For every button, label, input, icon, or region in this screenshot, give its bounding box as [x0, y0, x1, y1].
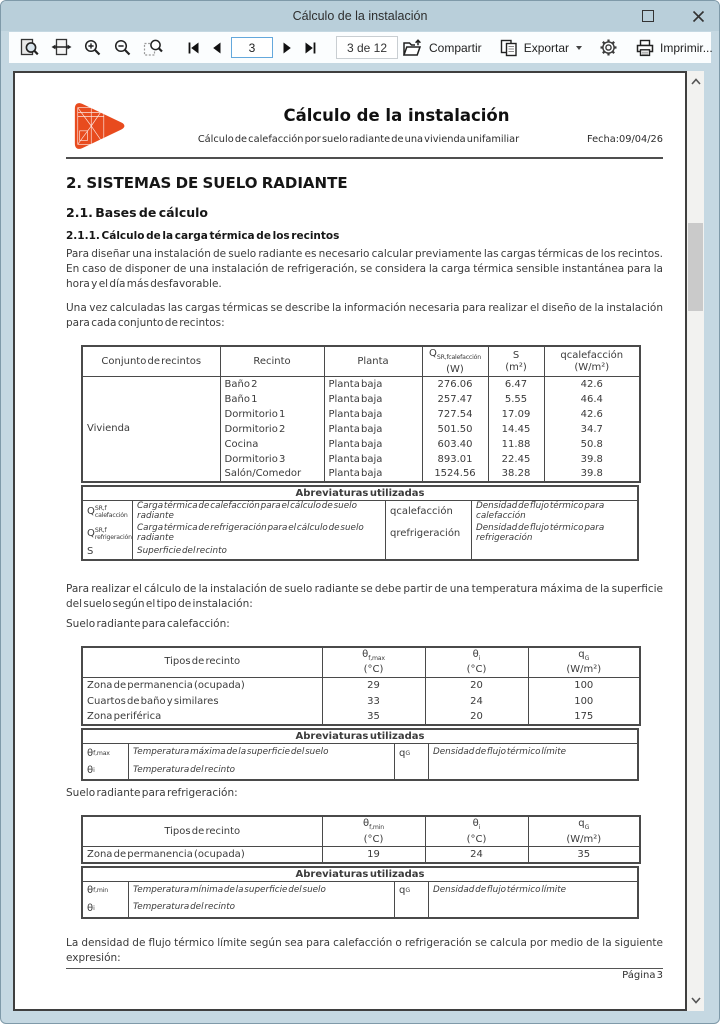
paragraph-1: Para diseñar una instalación de suelo radiante es necesario calcular previamente las cargas térmicas de los recintos. En caso de disponer de una instalación de refrigeración, se considera la carga térmica sensible instantánea para la hora y el día más desfavorable. — [66, 248, 663, 290]
export-dropdown-caret — [576, 46, 582, 50]
table-row: Zona de permanencia (ocupada) 29 20 100 — [82, 677, 640, 693]
page-number-input[interactable] — [231, 37, 273, 58]
next-page-icon — [282, 41, 294, 55]
zoom-region-icon — [143, 38, 164, 57]
fit-page-icon — [19, 38, 40, 57]
report-date — [587, 134, 663, 145]
zoom-out-icon — [113, 39, 132, 57]
abbrev-symbol: qrefrigeración — [386, 523, 472, 545]
abbrev-description: Temperatura mínima de la superficie del suelo — [129, 882, 395, 900]
cooling-limits-table — [81, 815, 641, 864]
report-title: Cálculo de la instalación — [283, 106, 510, 125]
first-page-icon — [186, 41, 200, 55]
abbreviations-title: Abreviaturas utilizadas — [83, 487, 637, 501]
abbreviations-title: Abreviaturas utilizadas — [83, 730, 637, 744]
paragraph-2: Una vez calculadas las cargas térmicas se describe la información necesaria para realizar el diseño de la instalación para cada conjunto de recintos: — [66, 302, 663, 329]
col-header: $q_G$ (W/m²) — [528, 647, 640, 678]
table-row: Salón/Comedor Planta baja 1524.56 38.28 39.8 — [82, 467, 640, 482]
section-heading: 2. SISTEMAS DE SUELO RADIANTE — [66, 174, 348, 192]
col-header: Tipos de recinto — [82, 816, 322, 847]
abbrev-description: Carga térmica de refrigeración para el cálculo de suelo radiante — [133, 523, 386, 545]
date-label: Fecha: — [586, 134, 619, 145]
paragraph-3: Para realizar el cálculo de la instalación de suelo radiante se debe partir de una temperatura máxima de la superficie del suelo según el tipo de instalación: — [66, 582, 663, 610]
abbrev-description: Densidad de flujo térmico para calefacción — [476, 501, 605, 521]
settings-button[interactable] — [595, 36, 622, 59]
window-title: Cálculo de la instalación — [292, 9, 428, 23]
abbreviations-title: Abreviaturas utilizadas — [83, 868, 637, 882]
col-header: $\theta_{f,min}$ (°C) — [322, 816, 425, 847]
toolbar — [9, 32, 711, 63]
last-page-icon — [304, 41, 318, 55]
paragraph-4: La densidad de flujo térmico límite según sea para calefacción o refrigeración se calcula por medio de la siguiente expresión: — [66, 936, 663, 964]
col-header: $\theta_i$ (°C) — [425, 647, 528, 678]
fit-page-button[interactable] — [15, 36, 44, 59]
report-header-center — [130, 99, 663, 153]
print-label: Imprimir... — [660, 40, 713, 55]
subsection-heading: 2.1. Bases de cálculo — [66, 205, 209, 220]
abbrev-description: Densidad de flujo térmico límite — [433, 747, 567, 758]
abbrev-symbol: θ f,max — [83, 744, 129, 762]
zoom-region-button[interactable] — [139, 36, 168, 59]
toolbar-right-group — [398, 36, 717, 59]
table-row: Vivienda Baño 2 Planta baja 276.06 6.47 42.6 — [82, 377, 640, 392]
col-header: S (m²) — [488, 346, 544, 377]
abbrev-symbol: θ f,min — [83, 882, 129, 900]
page-number-label: Página 3 — [622, 969, 663, 981]
abbreviations-table — [81, 728, 639, 781]
previous-page-button[interactable] — [206, 39, 226, 57]
abbrev-symbol: θ i — [83, 762, 129, 779]
abbreviations-grid — [83, 882, 637, 917]
zoom-out-button[interactable] — [109, 37, 136, 59]
col-header: $q_G$ (W/m²) — [528, 816, 640, 847]
col-header: qcalefacción (W/m²) — [544, 346, 640, 377]
table-row: Dormitorio 1 Planta baja 727.54 17.09 42.6 — [82, 407, 640, 422]
window-buttons — [642, 1, 705, 31]
report-subtitle-row — [130, 134, 663, 145]
document-viewport — [13, 71, 687, 1011]
abbrev-description — [472, 545, 637, 559]
export-icon — [499, 39, 519, 57]
col-header: $\theta_{f,max}$ (°C) — [322, 647, 425, 678]
abbreviations-table — [81, 866, 639, 919]
abbreviations-table — [81, 485, 639, 561]
maximize-icon[interactable] — [642, 10, 654, 22]
page-count-indicator: 3 de 12 — [336, 36, 398, 59]
company-logo-icon — [66, 99, 130, 153]
close-icon[interactable] — [692, 10, 705, 23]
col-header: $Q_{SR,f calefacción}$ (W) — [422, 346, 488, 377]
table-row: Zona de permanencia (ocupada) 19 24 35 — [82, 847, 640, 863]
abbrev-description: Superficie del recinto — [133, 545, 386, 559]
col-header: Recinto — [220, 346, 324, 377]
document-page — [15, 73, 685, 1009]
abbrev-symbol: Q SR,f calefacción — [83, 501, 133, 523]
zoom-group — [15, 36, 168, 59]
report-subtitle: Cálculo de calefacción por suelo radiante de una vivienda unifamiliar — [197, 134, 520, 145]
abbrev-symbol: q G — [395, 744, 429, 762]
abbrev-description: Temperatura máxima de la superficie del suelo — [129, 744, 395, 762]
report-header — [66, 99, 663, 159]
scroll-down-icon[interactable] — [687, 993, 704, 1008]
table-row: Dormitorio 3 Planta baja 893.01 22.45 39.8 — [82, 452, 640, 467]
previous-page-icon — [210, 41, 222, 55]
next-page-button[interactable] — [278, 39, 298, 57]
abbrev-description: Carga térmica de calefacción para el cálculo de suelo radiante — [133, 501, 386, 523]
table-row: Dormitorio 2 Planta baja 501.50 14.45 34.7 — [82, 422, 640, 437]
fit-width-icon — [51, 38, 72, 57]
table-row: Zona periférica 35 20 175 — [82, 709, 640, 725]
subsubsection-heading: 2.1.1. Cálculo de la carga térmica de los recintos — [66, 230, 340, 242]
abbrev-symbol: θ i — [83, 900, 129, 917]
first-page-button[interactable] — [182, 39, 204, 57]
last-page-button[interactable] — [300, 39, 322, 57]
scroll-up-icon[interactable] — [687, 74, 704, 89]
abbrev-description: Temperatura del recinto — [129, 762, 395, 779]
printer-icon — [635, 39, 655, 57]
cooling-label: Suelo radiante para refrigeración: — [66, 787, 238, 799]
abbreviations-grid — [83, 501, 637, 559]
table-header-row — [82, 816, 640, 847]
heating-label: Suelo radiante para calefacción: — [66, 617, 230, 630]
abbrev-symbol — [386, 545, 472, 559]
table-header-row — [82, 647, 640, 678]
abbrev-symbol — [395, 900, 429, 917]
abbrev-description: Densidad de flujo térmico límite — [433, 884, 567, 895]
share-button[interactable] — [398, 37, 486, 59]
table-header-row — [82, 346, 640, 377]
scrollbar-thumb[interactable] — [688, 223, 703, 311]
col-header: Planta — [324, 346, 422, 377]
col-header: Tipos de recinto — [82, 647, 322, 678]
export-label: Exportar — [523, 40, 570, 55]
print-button[interactable] — [631, 37, 717, 59]
titlebar — [1, 1, 719, 31]
abbrev-description — [429, 762, 637, 779]
date-value: 09/04/26 — [619, 134, 663, 145]
table-row: Cocina Planta baja 603.40 11.88 50.8 — [82, 437, 640, 452]
footer-divider — [66, 968, 663, 969]
table-row: Baño 1 Planta baja 257.47 5.55 46.4 — [82, 392, 640, 407]
abbrev-symbol: S — [83, 545, 133, 559]
fit-width-button[interactable] — [47, 36, 76, 59]
export-button[interactable] — [495, 37, 586, 59]
share-label: Compartir — [429, 40, 482, 55]
abbrev-symbol: Q SR,f refrigeración — [83, 523, 133, 545]
heating-limits-table — [81, 646, 641, 727]
abbrev-symbol: q G — [395, 882, 429, 900]
abbrev-symbol — [395, 762, 429, 779]
abbrev-symbol: qcalefacción — [386, 501, 472, 523]
share-icon — [402, 39, 424, 57]
abbrev-description: Temperatura del recinto — [129, 900, 395, 917]
abbrev-description — [429, 900, 637, 917]
vertical-scrollbar[interactable] — [687, 71, 704, 1011]
gear-icon — [599, 38, 618, 57]
col-header: $\theta_i$ (°C) — [425, 816, 528, 847]
col-header: Conjunto de recintos — [82, 346, 220, 377]
abbrev-description: Densidad de flujo térmico para refrigeración — [476, 523, 605, 543]
abbreviations-grid — [83, 744, 637, 779]
table-row: Cuartos de baño y similares 33 24 100 — [82, 693, 640, 709]
zoom-in-icon — [83, 39, 102, 57]
zoom-in-button[interactable] — [79, 37, 106, 59]
page-navigation — [182, 37, 322, 58]
room-loads-table — [81, 345, 641, 483]
